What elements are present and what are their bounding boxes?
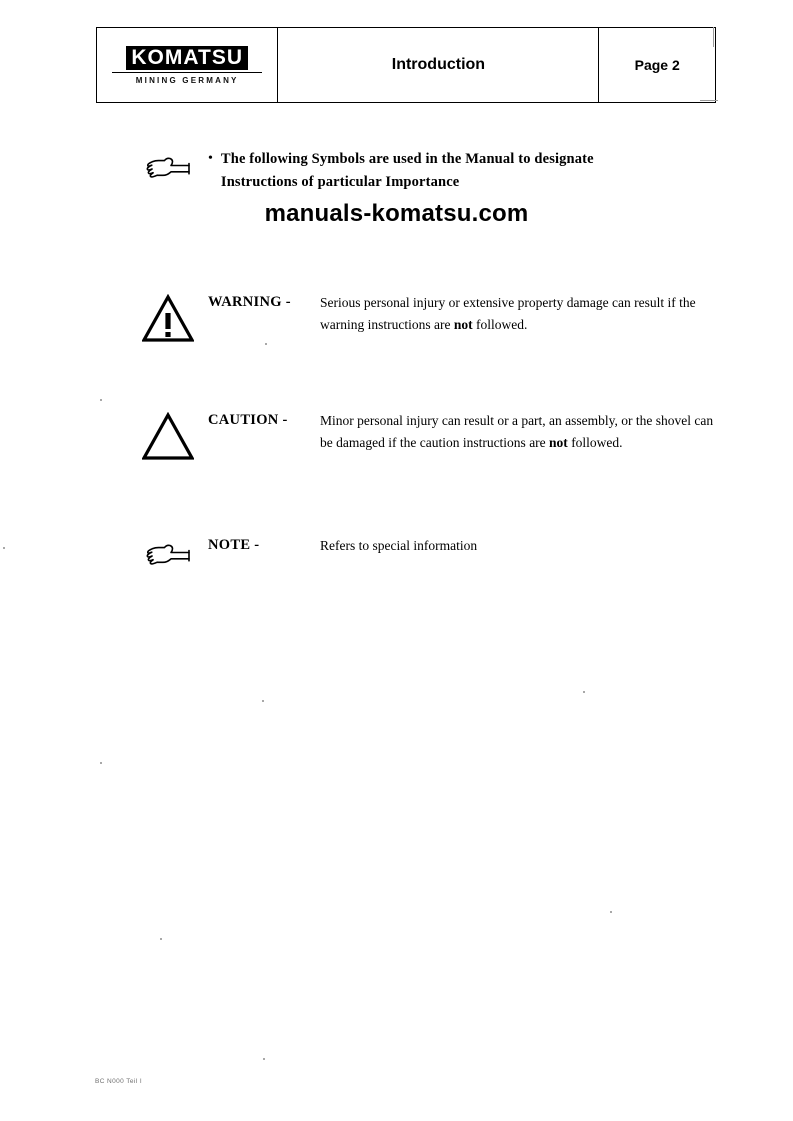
intro-bullet: • [208,151,213,166]
pointing-hand-icon [145,537,191,571]
scan-speck [100,399,102,401]
header-page-cell [599,28,715,102]
pointing-hand-icon [145,150,191,184]
warning-text-emphasis: not [453,317,473,332]
warning-text-part2: followed. [472,317,528,332]
warning-triangle-icon [142,294,194,344]
caution-text-part2: followed. [567,435,623,450]
caution-text [320,410,720,462]
scan-speck [160,938,162,940]
header-title-cell [278,28,599,102]
warning-row [128,292,748,344]
warning-symbol-cell [128,292,208,344]
warning-label: WARNING - [208,294,291,310]
komatsu-logo [112,46,262,85]
note-row [128,535,748,571]
note-symbol-cell [128,535,208,571]
scan-speck [265,343,267,345]
intro-row [128,148,728,194]
scan-speck [100,762,102,764]
caution-text-part1: Minor personal injury can result or a part, an assembly, or the shovel can be damaged if the caution instructions are [320,413,714,450]
scan-speck [610,911,612,913]
note-text [320,535,720,571]
page-number-label: Page 2 [634,57,680,73]
scan-speck [3,547,5,549]
logo-divider [112,72,262,73]
scan-speck [263,1058,265,1060]
page-title: Introduction [391,56,486,73]
note-text-part1: Refers to special information [320,538,478,553]
logo-wordmark: KOMATSU [126,46,248,70]
intro-symbol-cell [128,148,208,194]
logo-subtitle: MINING GERMANY [135,75,239,85]
scan-speck [583,691,585,693]
caution-symbol-cell [128,410,208,462]
intro-text-block [208,148,594,194]
header-logo-cell [97,28,278,102]
intro-line-1: The following Symbols are used in the Manual to designate [220,151,594,167]
caution-text-emphasis: not [549,435,568,450]
caution-row [128,410,748,462]
watermark-text: manuals-komatsu.com [264,200,529,227]
scan-artifact-line-1 [713,27,714,47]
warning-text-part1: Serious personal injury or extensive property damage can result if the warning instructions are [320,295,696,332]
scan-speck [262,700,264,702]
warning-text [320,292,720,344]
scan-artifact-line-2 [700,100,718,101]
note-label: NOTE - [208,537,260,553]
intro-line-2: Instructions of particular Importance [220,174,460,190]
caution-triangle-icon [142,412,194,462]
footer-document-code: BC N000 Teil I [95,1078,143,1085]
page-header [96,27,716,103]
caution-label: CAUTION - [208,412,288,428]
